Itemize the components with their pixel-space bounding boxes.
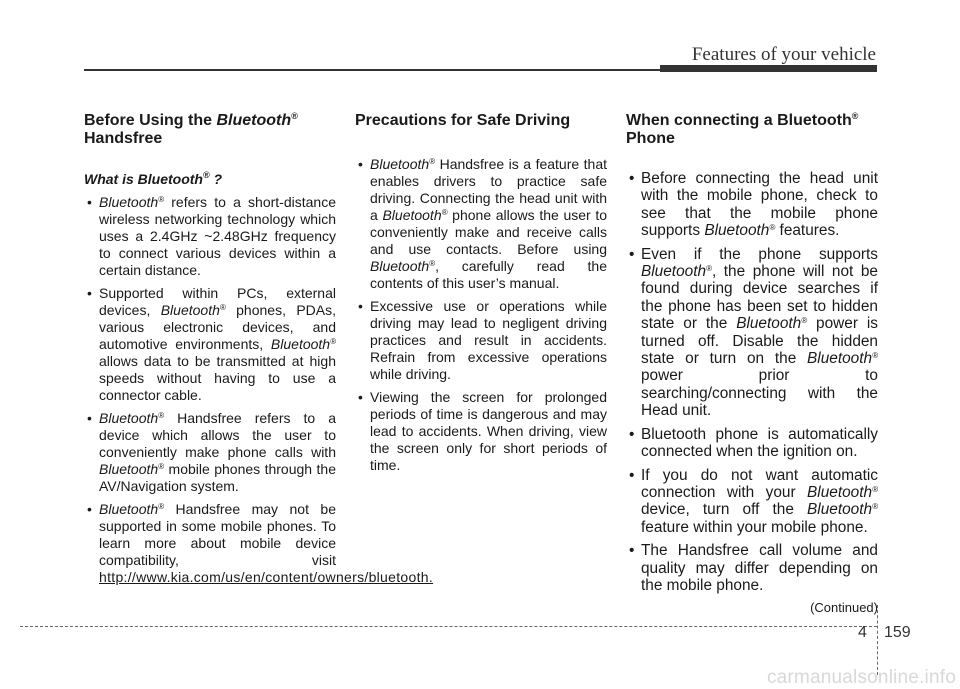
list-item: • Supported within PCs, external devices, Bluetooth® phones, PDAs, various electronic devices, and automotive environments, Bluetooth® allows data to be transmitted at high speeds without having to use a connector cable. xyxy=(84,285,336,404)
column-connecting-phone xyxy=(626,112,878,615)
chapter-number: 4 xyxy=(858,624,867,641)
header-rule-accent xyxy=(660,65,877,72)
list-item: • The Handsfree call volume and quality may differ depending on the mobile phone. xyxy=(626,542,878,594)
list-item: • Bluetooth® Handsfree refers to a device which allows the user to conveniently make phone calls with Bluetooth® mobile phones through the AV/Navigation system. xyxy=(84,410,336,495)
continued-label: (Continued) xyxy=(810,600,878,616)
footer-separator xyxy=(877,605,878,675)
column-before-using xyxy=(84,111,434,592)
kia-bluetooth-link[interactable]: http://www.kia.com/us/en/content/owners/bluetooth. xyxy=(99,569,434,585)
list-item: • Before connecting the head unit with the mobile phone, check to see that the mobile phone supports Bluetooth® features. xyxy=(626,170,878,240)
bullet-list xyxy=(355,156,607,474)
bullet-list xyxy=(626,170,878,594)
subheading-what-is-bluetooth: What is Bluetooth® ? xyxy=(84,170,223,187)
heading-connecting-phone: When connecting a Bluetooth® Phone xyxy=(626,111,859,147)
list-item: • Even if the phone supports Bluetooth®, the phone will not be found during device searches if the phone has been set to hidden state or the Bluetooth® power is turned off. Disable the hidden state or turn on the Bluetooth® power prior to searching/connecting with the Head unit. xyxy=(626,246,878,420)
footer-rule xyxy=(20,626,877,627)
section-title: Features of your vehicle xyxy=(691,44,876,65)
list-item: • Bluetooth phone is automatically connected when the ignition on. xyxy=(626,426,878,461)
list-item: • Excessive use or operations while driving may lead to negligent driving practices and result in accidents. Refrain from excessive operations while driving. xyxy=(355,298,607,383)
heading-before-using: Before Using the Bluetooth® Handsfree xyxy=(84,111,298,147)
list-item: • Bluetooth® Handsfree is a feature that enables drivers to practice safe driving. Connecting the head unit with a Bluetooth® phone allows the user to conveniently make and receive calls and use contacts. Before using Bluetooth®, carefully read the contents of this user’s manual. xyxy=(355,156,607,292)
list-item: • If you do not want automatic connection with your Bluetooth® device, turn off the Bluetooth® feature within your mobile phone. xyxy=(626,467,878,537)
bullet-list xyxy=(84,194,434,586)
heading-safe-driving: Precautions for Safe Driving xyxy=(355,112,571,129)
list-item: • Bluetooth® Handsfree may not be supported in some mobile phones. To learn more about mobile device compatibility, visit http://www.kia.com/us/en/content/owners/bluetooth. xyxy=(84,501,336,586)
list-item: • Bluetooth® refers to a short-distance wireless networking technology which uses a 2.4GHz ~2.48GHz frequency to connect various devices within a certain distance. xyxy=(84,194,336,279)
watermark: carmanualsonline.info xyxy=(766,667,956,688)
page-number: 159 xyxy=(884,624,911,641)
list-item: • Viewing the screen for prolonged periods of time is dangerous and may lead to accidents. When driving, view the screen only for short periods of time. xyxy=(355,389,607,474)
column-safe-driving xyxy=(355,112,607,480)
header-rule xyxy=(84,69,660,71)
